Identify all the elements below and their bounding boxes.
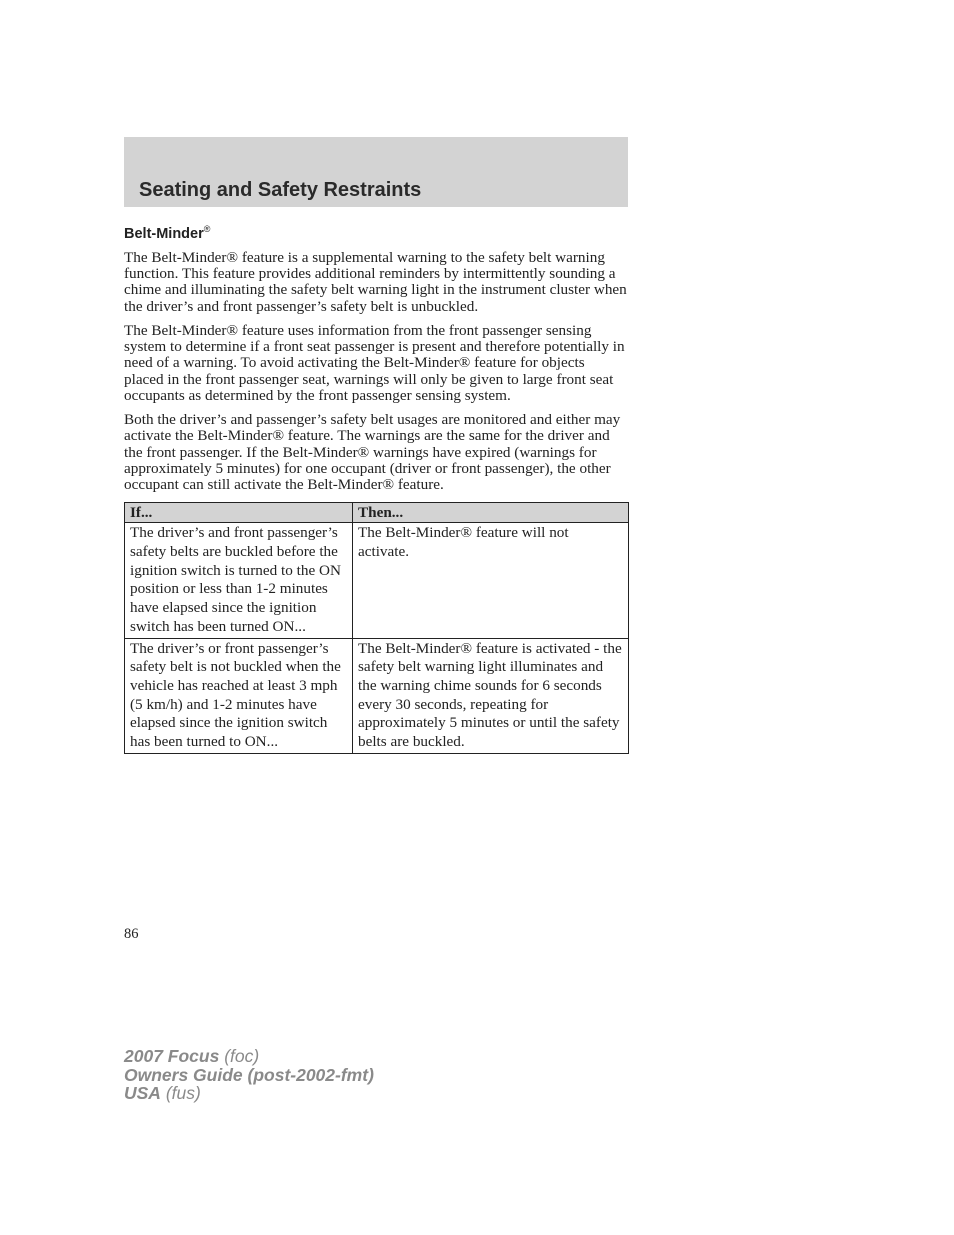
table-cell-if: The driver’s or front passenger’s safety belt is not buckled when the vehicle has reached at least 3 mph (5 km/h) and 1-2 minutes have elapsed since the ignition switch has been turned to ON...: [125, 638, 353, 753]
table-cell-then: The Belt-Minder® feature will not activate.: [353, 523, 629, 638]
page-content: [124, 219, 628, 754]
table-header-row: [125, 502, 629, 523]
column-header-if: If...: [125, 502, 353, 523]
footer-guide: Owners Guide (post-2002-fmt): [124, 1064, 374, 1085]
table-cell-if: The driver’s and front passenger’s safety belts are buckled before the ignition switch is turned to the ON position or less than 1-2 minutes have elapsed since the ignition switch has been turned ON...: [125, 523, 353, 638]
table-row: [125, 523, 629, 638]
footer-model: 2007 Focus: [124, 1046, 220, 1066]
paragraph-intro: The Belt-Minder® feature is a supplemental warning to the safety belt warning function. This feature provides additional reminders by intermittently sounding a chime and illuminating the safety belt warning light in the instrument cluster when the driver’s and front passenger’s safety belt is unbuckled.: [124, 248, 627, 315]
paragraph-sensing: The Belt-Minder® feature uses information from the front passenger sensing system to determine if a front seat passenger is present and therefore potentially in need of a warning. To avoid activating the Belt-Minder® feature for objects placed in the front passenger seat, warnings will only be given to large front seat occupants as determined by the front passenger sensing system.: [124, 321, 625, 404]
footer-model-code: (foc): [224, 1046, 260, 1066]
registered-mark: ®: [203, 224, 211, 234]
table-row: [125, 638, 629, 753]
section-title: [124, 219, 628, 244]
page-number: 86: [124, 926, 139, 942]
footer-line-guide: [124, 1066, 374, 1085]
chapter-title: Seating and Safety Restraints: [139, 179, 422, 201]
column-header-then: Then...: [353, 502, 629, 523]
if-then-table: [124, 502, 629, 754]
table-cell-then: The Belt-Minder® feature is activated - the safety belt warning light illuminates and the warning chime sounds for 6 seconds every 30 seconds, repeating for approximately 5 minutes or until the safety belts are buckled.: [353, 638, 629, 753]
section-header-band: [124, 137, 628, 207]
footer-market-code: (fus): [165, 1083, 201, 1103]
section-title-text: Belt-Minder: [124, 225, 204, 242]
paragraph-monitoring: Both the driver’s and passenger’s safety belt usages are monitored and either may activate the Belt-Minder® feature. The warnings are the same for the driver and the front passenger. If the Belt-Minder® warnings have expired (warnings for approximately 5 minutes) for one occupant (driver or front passenger), the other occupant can still activate the Belt-Minder® feature.: [124, 411, 621, 494]
document-footer: [124, 1047, 374, 1103]
footer-line-market: [124, 1084, 374, 1103]
footer-market: USA: [124, 1083, 161, 1103]
footer-line-model: [124, 1047, 374, 1066]
